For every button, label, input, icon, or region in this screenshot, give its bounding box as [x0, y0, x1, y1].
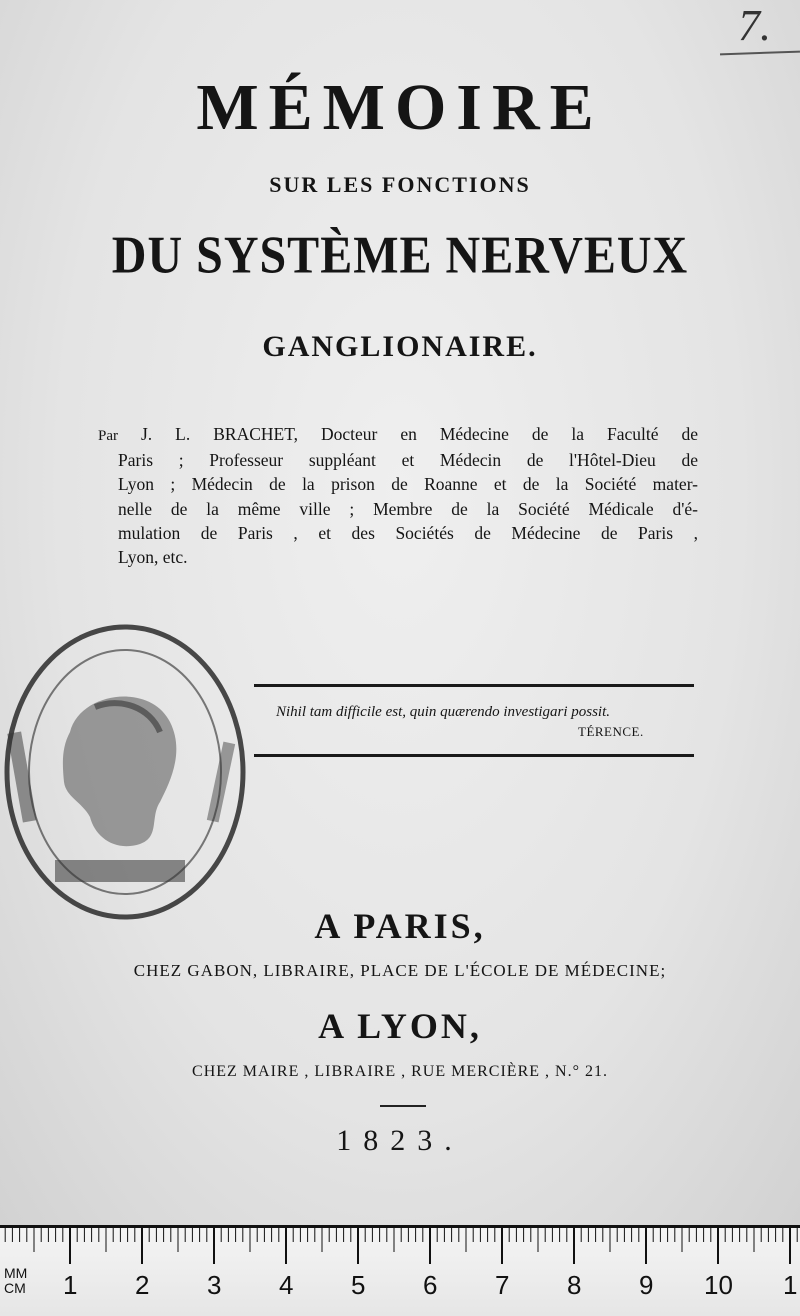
epigraph-bottom-rule: [254, 754, 694, 757]
author-line: Par J. L. BRACHET, Docteur en Médecine de la Faculté de: [98, 424, 699, 444]
imprint-city-paris: A PARIS,: [314, 906, 486, 946]
imprint-publisher-paris: CHEZ GABON, LIBRAIRE, PLACE DE L'ÉCOLE DE MÉDECINE;: [133, 961, 667, 980]
title-main: MÉMOIRE: [196, 71, 604, 144]
ruler-number: 4: [279, 1270, 294, 1300]
ruler-number: 7: [495, 1270, 510, 1300]
author-line: mulation de Paris , et des Sociétés de Médecine de Paris ,: [118, 522, 698, 543]
author-line: Paris ; Professeur suppléant et Médecin de l'Hôtel-Dieu de: [118, 450, 698, 471]
title-subtitle-1: SUR LES FONCTIONS: [269, 172, 531, 197]
ruler-number: 9: [639, 1270, 654, 1300]
year-rule: [380, 1105, 426, 1107]
author-par: Par: [98, 428, 118, 444]
shelf-mark: 7.: [738, 1, 771, 50]
ruler-number: 2: [135, 1270, 150, 1300]
epigraph-top-rule: [254, 684, 694, 687]
title-subtitle-3: GANGLIONAIRE.: [262, 330, 538, 363]
author-credentials: [98, 422, 698, 569]
imprint-city-lyon: A LYON,: [318, 1006, 482, 1046]
author-line: Lyon ; Médecin de la prison de Roanne et de la Société mater-: [118, 474, 698, 495]
imprint-publisher-lyon: CHEZ MAIRE , LIBRAIRE , RUE MERCIÈRE , N.° 21.: [192, 1063, 608, 1080]
measurement-ruler: [0, 1225, 800, 1316]
title-subtitle-2: DU SYSTÈME NERVEUX: [111, 226, 689, 285]
epigraph-author: TÉRENCE.: [578, 724, 644, 739]
ruler-number: 1: [783, 1270, 798, 1300]
ruler-ticks: [0, 1228, 800, 1268]
epigraph-quote: Nihil tam difficile est, quin quærendo investigari possit.: [276, 704, 611, 720]
ruler-number: 10: [704, 1270, 733, 1300]
library-stamp-seal: [0, 612, 250, 922]
author-line: Lyon, etc.: [118, 547, 188, 568]
ruler-number: 8: [567, 1270, 582, 1300]
ruler-number: 3: [207, 1270, 222, 1300]
ruler-number: 1: [63, 1270, 78, 1300]
ruler-unit-label: MM CM: [4, 1265, 28, 1296]
ruler-number: 6: [423, 1270, 438, 1300]
ruler-number: 5: [351, 1270, 366, 1300]
author-line: nelle de la même ville ; Membre de la Société Médicale d'é-: [118, 498, 698, 519]
publication-year: 1823.: [336, 1124, 464, 1157]
shelf-mark-underline: [720, 51, 800, 56]
